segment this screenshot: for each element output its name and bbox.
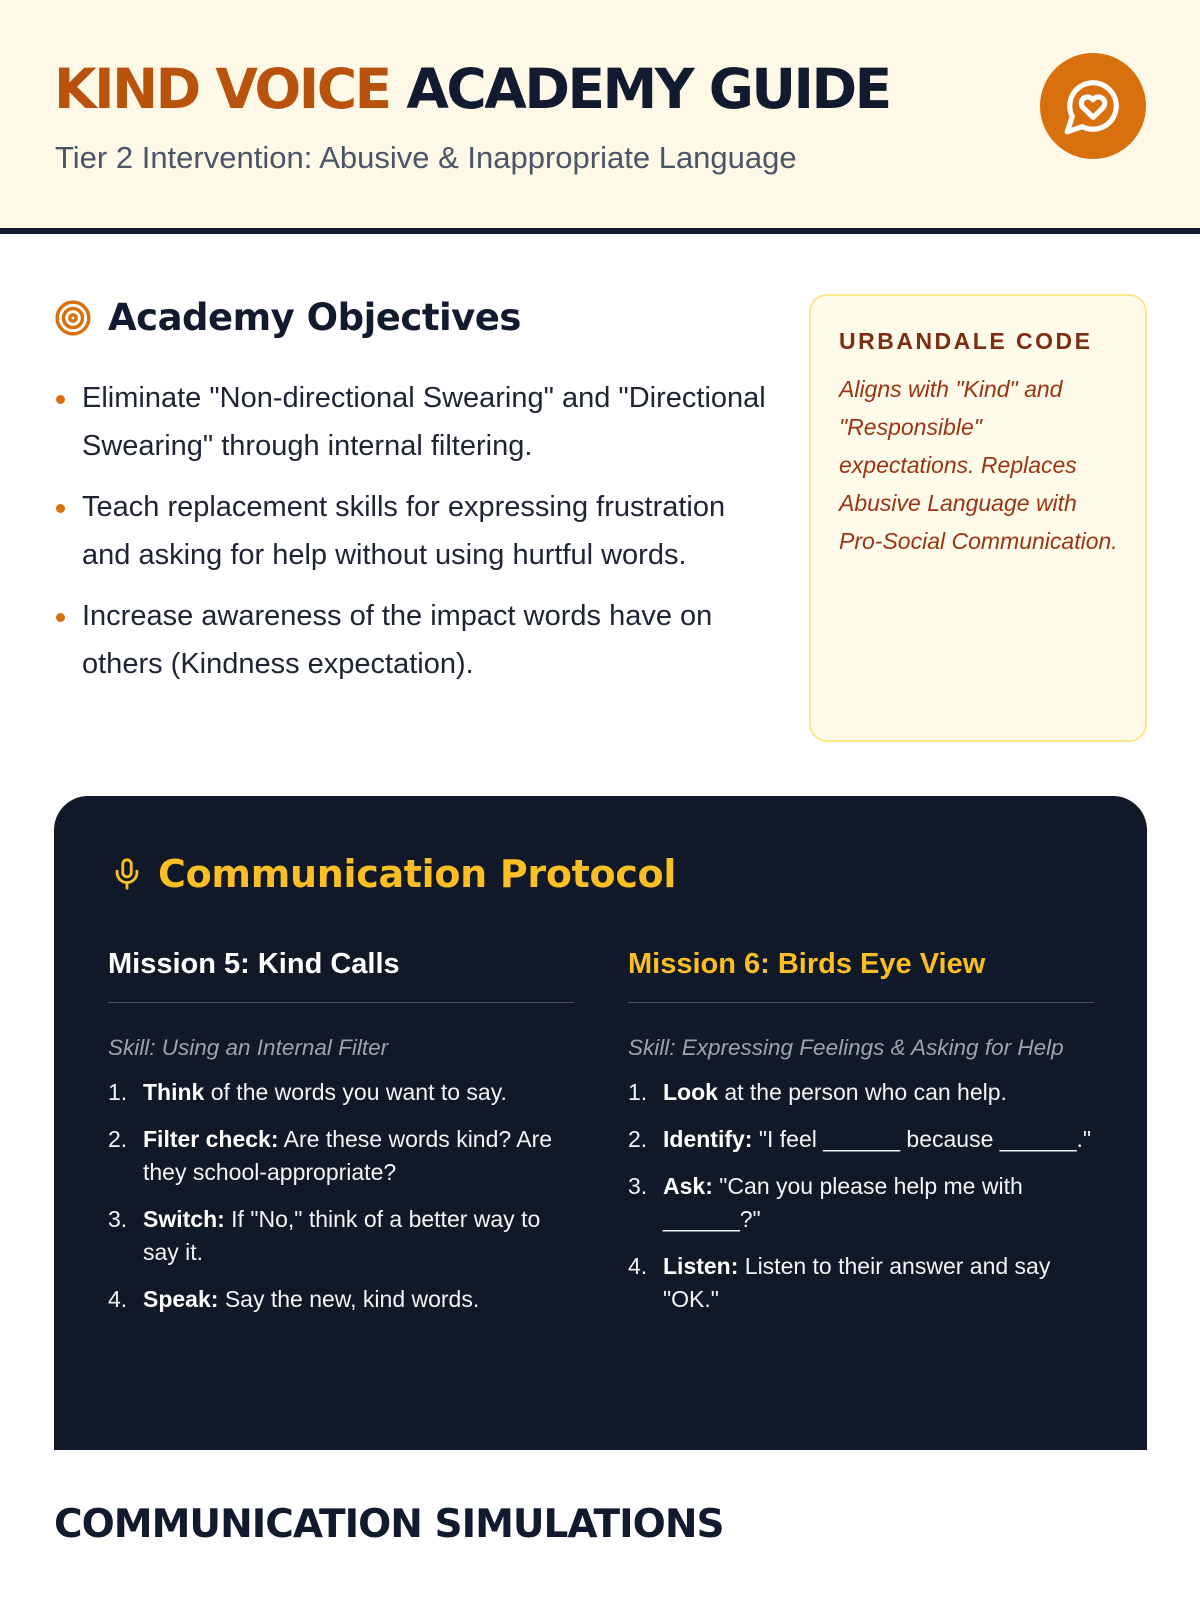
mission-skill: Skill: Expressing Feelings & Asking for Help — [628, 1035, 1064, 1060]
step-keyword: Think — [143, 1079, 205, 1105]
protocol-title: Communication Protocol — [158, 852, 677, 896]
step-text: of the words you want to say. — [204, 1079, 507, 1105]
objective-text: Teach replacement skills for expressing frustration and asking for help without using hurtful words. — [82, 491, 726, 571]
list-item — [54, 592, 774, 688]
list-item — [628, 1123, 1094, 1156]
page-subtitle: Tier 2 Intervention: Abusive & Inappropriate Language — [55, 140, 797, 175]
step-number: 1. — [108, 1079, 128, 1105]
list-item — [108, 1283, 574, 1316]
step-number: 3. — [108, 1206, 128, 1232]
list-item — [628, 1170, 1094, 1236]
page-title — [54, 54, 890, 124]
step-keyword: Speak: — [143, 1286, 219, 1312]
mission-6-column — [628, 946, 1094, 1330]
page-title-main: ACADEMY GUIDE — [406, 57, 890, 121]
mission-5-column — [108, 946, 574, 1330]
step-keyword: Filter check: — [143, 1126, 279, 1152]
step-text: "I feel ______ because ______." — [752, 1126, 1092, 1152]
bullet-icon — [56, 613, 65, 622]
list-item — [108, 1203, 574, 1269]
step-number: 4. — [628, 1253, 648, 1279]
objectives-list — [54, 374, 774, 701]
objectives-title: Academy Objectives — [108, 296, 521, 339]
step-keyword: Listen: — [663, 1253, 739, 1279]
list-item — [108, 1123, 574, 1189]
step-number: 1. — [628, 1079, 648, 1105]
protocol-heading — [110, 852, 676, 896]
target-icon — [54, 299, 92, 337]
step-text: Say the new, kind words. — [218, 1286, 480, 1312]
mission-skill: Skill: Using an Internal Filter — [108, 1035, 389, 1060]
mission-title: Mission 6: Birds Eye View — [628, 946, 1094, 1003]
code-card-title: URBANDALE CODE — [839, 328, 1093, 354]
step-keyword: Ask: — [663, 1173, 713, 1199]
list-item — [108, 1076, 574, 1109]
logo-badge — [1040, 53, 1146, 159]
step-text: "Can you please help me with ______?" — [663, 1173, 1023, 1232]
objective-text: Increase awareness of the impact words have on others (Kindness expectation). — [82, 600, 713, 680]
code-card-text: Aligns with "Kind" and "Responsible" expectations. Replaces Abusive Language with Pro-Social Communication. — [839, 376, 1118, 554]
step-keyword: Identify: — [663, 1126, 753, 1152]
step-text: Are these words kind? Are they school-appropriate? — [143, 1126, 553, 1185]
step-number: 2. — [628, 1126, 648, 1152]
simulations-title: COMMUNICATION SIMULATIONS — [54, 1502, 724, 1547]
list-item — [54, 483, 774, 579]
list-item — [54, 374, 774, 470]
step-keyword: Look — [663, 1079, 718, 1105]
heart-speech-bubble-icon — [1062, 75, 1124, 137]
mission-steps — [628, 1076, 1094, 1316]
objectives-heading — [54, 296, 521, 339]
step-text: at the person who can help. — [717, 1079, 1007, 1105]
step-number: 3. — [628, 1173, 648, 1199]
step-text: Listen to their answer and say "OK." — [663, 1253, 1051, 1312]
list-item — [628, 1076, 1094, 1109]
step-keyword: Switch: — [143, 1206, 225, 1232]
step-number: 4. — [108, 1286, 128, 1312]
mission-title: Mission 5: Kind Calls — [108, 946, 574, 1003]
list-item — [628, 1250, 1094, 1316]
page-title-accent: KIND VOICE — [54, 57, 390, 121]
bullet-icon — [56, 504, 65, 513]
mission-steps — [108, 1076, 574, 1316]
microphone-icon — [110, 854, 144, 894]
step-text: If "No," think of a better way to say it. — [143, 1206, 541, 1265]
objective-text: Eliminate "Non-directional Swearing" and "Directional Swearing" through internal filtering. — [82, 382, 766, 462]
step-number: 2. — [108, 1126, 128, 1152]
urbandale-code-card — [809, 294, 1147, 742]
header-banner — [0, 0, 1200, 234]
bullet-icon — [56, 395, 65, 404]
communication-protocol-panel — [54, 796, 1147, 1450]
